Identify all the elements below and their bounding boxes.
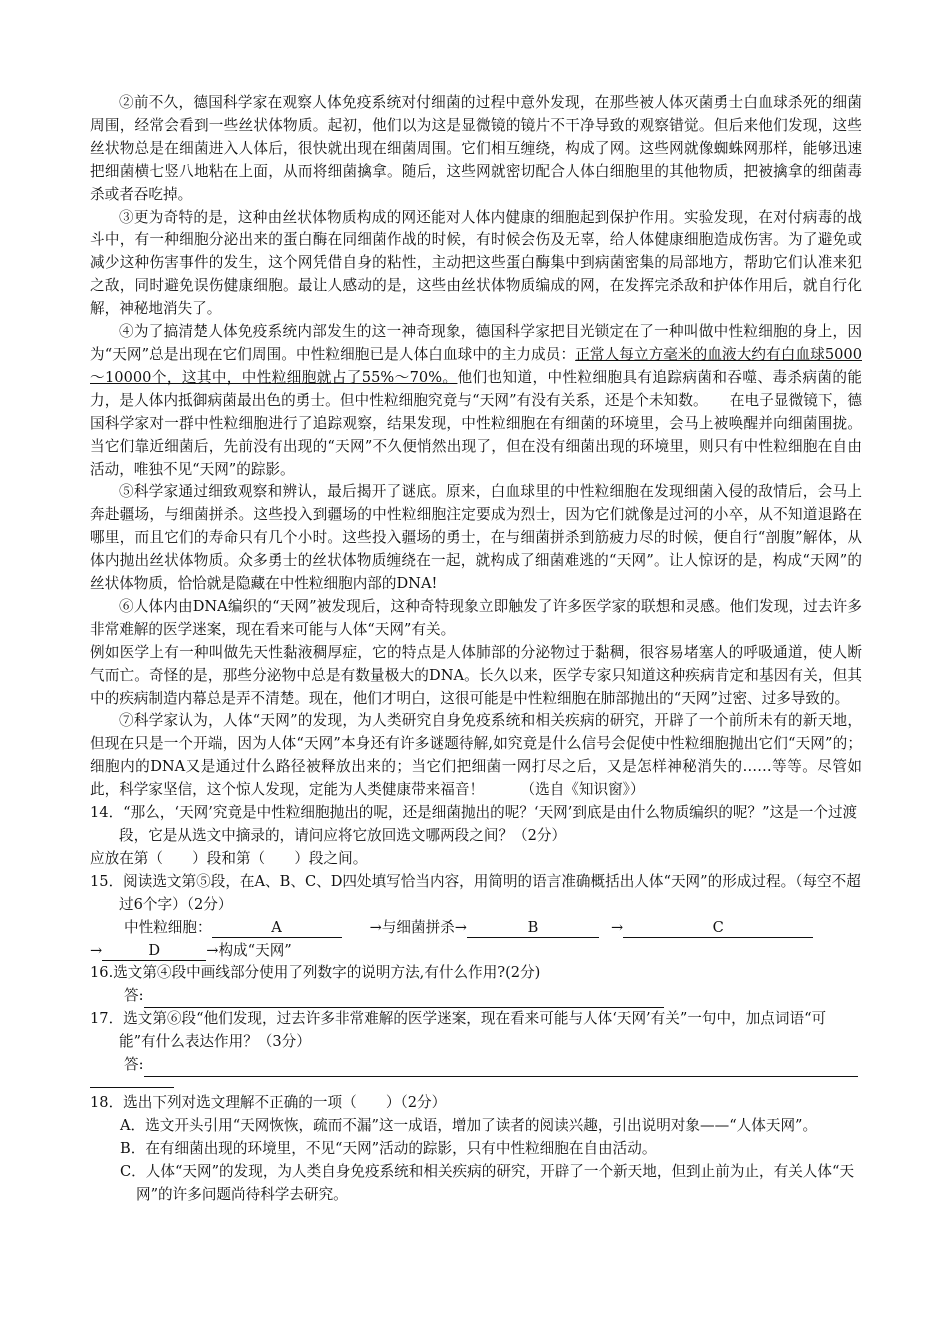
answer-label: 答: bbox=[124, 1056, 144, 1074]
question-15-flow-row-2 bbox=[90, 940, 862, 963]
question-16: 16.选文第④段中画线部分使用了列数字的说明方法,有什么作用?(2分) bbox=[90, 964, 541, 982]
option-b[interactable]: B．在有细菌出现的环境里，不见“天网”活动的踪影，只有中性粒细胞在自由活动。 bbox=[120, 1139, 657, 1157]
question-17-answer bbox=[90, 1054, 862, 1077]
paragraph-2: ②前不久，德国科学家在观察人体免疫系统对付细菌的过程中意外发现，在那些被人体灭菌勇士白血球杀死的细菌周围，经常会看到一些丝状体物质。起初，他们以为这是显微镜的镜片不干净导致的观察错觉。但后来他们发现，这些丝状物总是在细菌进入人体后，很快就出现在细菌周围。它们相互缠绕，构成了网。这些网就像蜘蛛网那样，能够迅速把细菌横七竖八地粘在上面，从而将细菌擒拿。随后，这些网就密切配合人体白细胞里的其他物质，把被擒拿的细菌毒杀或者吞吃掉。 bbox=[90, 94, 862, 203]
exam-page bbox=[90, 92, 862, 1207]
paragraph-4 bbox=[90, 321, 862, 481]
question-14-answer-line[interactable]: 应放在第（ ）段和第（ ）段之间。 bbox=[90, 849, 368, 867]
question-15-flow-row-1 bbox=[90, 917, 862, 940]
question-14: 14．“那么，‘天网’究竟是中性粒细胞抛出的呢，还是细菌抛出的呢？‘天网’到底是由什么物质编织的呢？”这是一个过渡段，它是从选文中摘录的，请问应将它放回选文哪两段之间？（2分） bbox=[90, 804, 858, 844]
option-a[interactable]: A．选文开头引用“天网恢恢，疏而不漏”这一成语，增加了读者的阅读兴趣，引出说明对象——“人体天网”。 bbox=[120, 1116, 818, 1134]
paragraph-4-start: ④为了搞清楚人体免疫系统内部发生的这一神奇现象，德国科学家把目光锁定在了一种叫做中性粒细胞的身上，因为“天网”总是出现在它们周围。中性粒细胞已是人体白血球中的主力成员： bbox=[90, 323, 862, 363]
flow-arrow-2: → bbox=[90, 941, 103, 959]
question-18: 18．选出下列对选文理解不正确的一项（ ）（2分） bbox=[90, 1093, 447, 1111]
flow-arrow: → bbox=[611, 918, 624, 936]
paragraph-5: ⑤科学家通过细致观察和辨认，最后揭开了谜底。原来，白血球里的中性粒细胞在发现细菌入侵的敌情后，会马上奔赴疆场，与细菌拼杀。这些投入到疆场的中性粒细胞注定要成为烈士，因为它们就像是过河的小卒，从不知道退路在哪里，而且它们的寿命只有几个小时。这些投入疆场的勇士，在与细菌拼杀到筋疲力尽的时候，便自行“剖腹”解体，从体内抛出丝状体物质。众多勇士的丝状体物质缠绕在一起，就构成了细菌难逃的“天网”。让人惊讶的是，构成“天网”的丝状体物质，恰恰就是隐藏在中性粒细胞内部的DNA! bbox=[90, 483, 862, 593]
question-15: 15．阅读选文第⑤段，在A、B、C、D四处填写恰当内容，用简明的语言准确概括出人体“天网”的形成过程。（每空不超过6个字）（2分） bbox=[90, 872, 861, 913]
question-17: 17．选文第⑥段“他们发现，过去许多非常难解的医学迷案，现在看来可能与人体‘天网’有关”一句中，加点词语“可能”有什么表达作用？（3分） bbox=[90, 1010, 827, 1051]
blank-d[interactable]: D bbox=[102, 942, 206, 961]
blank-b[interactable]: B bbox=[467, 919, 599, 938]
divider bbox=[90, 1087, 174, 1088]
paragraph-6: ⑥人体内由DNA编织的“天网”被发现后，这种奇特现象立即触发了许多医学家的联想和灵感。他们发现，过去许多非常难解的医学迷案，现在看来可能与人体“天网”有关。 bbox=[90, 597, 862, 638]
blank-a[interactable]: A bbox=[212, 919, 342, 938]
underlined-numbers-sentence: 正常人每立方毫米的血液大约有白血球5000～10000个，这其中，中性粒细胞就占了55%～70%。 bbox=[90, 345, 862, 386]
option-c[interactable]: C．人体“天网”的发现，为人类自身免疫系统和相关疾病的研究，开辟了一个新天地，但到止前为止，有关人体“天网”的许多问题尚待科学去研究。 bbox=[120, 1162, 855, 1203]
answer-label: 答: bbox=[124, 987, 144, 1005]
flow-start-label: 中性粒细胞： bbox=[124, 918, 212, 936]
blank-c[interactable]: C bbox=[623, 919, 813, 938]
answer-line[interactable] bbox=[144, 991, 664, 1008]
question-16-answer bbox=[90, 985, 862, 1008]
paragraph-3: ③更为奇特的是，这种由丝状体物质构成的网还能对人体内健康的细胞起到保护作用。实验发现，在对付病毒的战斗中，有一种细胞分泌出来的蛋白酶在同细菌作战的时候，有时候会伤及无辜，给人体健康细胞造成伤害。为了避免或减少这种伤害事件的发生，这个网凭借自身的粘性，主动把这些蛋白酶集中到病菌密集的局部地方，帮助它们认准来犯之敌，同时避免误伤健康细胞。最让人感动的是，这些由丝状体物质编成的网，在发挥完杀敌和护体作用后，就自行化解，神秘地消失了。 bbox=[90, 208, 862, 318]
answer-line[interactable] bbox=[144, 1060, 858, 1077]
paragraph-7: ⑦科学家认为，人体“天网”的发现，为人类研究自身免疫系统和相关疾病的研究，开辟了一个前所未有的新天地，但现在只是一个开端，因为人体“天网”本身还有许多谜题待解,如究竟是什么信号会促使中性粒细胞抛出它们“天网”的；细胞内的DNA又是通过什么路径被释放出来的；当它们把细菌一网打尽之后，又是怎样神秘消失的……等等。尽管如此，科学家坚信，这个惊人发现，定能为人类健康带来福音！ （选自《知识窗》） bbox=[90, 712, 862, 799]
flow-end-label: →构成“天网” bbox=[206, 941, 292, 959]
paragraph-6-example: 例如医学上有一种叫做先天性黏液稠厚症，它的特点是人体肺部的分泌物过于黏稠，很容易堵塞人的呼吸通道，使人断气而亡。奇怪的是，那些分泌物中总是有数量极大的DNA。长久以来，医学专家只知道这种疾病肯定和基因有关，但其中的疾病制造内幕总是弄不清楚。现在，他们才明白，这很可能是中性粒细胞在肺部抛出的“天网”过密、过多导致的。 bbox=[90, 643, 862, 707]
flow-middle-label: →与细菌拼杀→ bbox=[369, 918, 468, 936]
paragraph-4-rest: 他们也知道，中性粒细胞具有追踪病菌和吞噬、毒杀病菌的能力，是人体内抵御病菌最出色的勇士。但中性粒细胞究竟与“天网”有没有关系，还是个未知数。 在电子显微镜下，德国科学家对一群中性粒细胞进行了追踪观察，结果发现，中性粒细胞在有细菌的环境里，会马上被唤醒并向细菌围拢。当它们靠近细菌后，先前没有出现的“天网”不久便悄然出现了，但在没有细菌出现的环境里，则只有中性粒细胞在自由活动，唯独不见“天网”的踪影。 bbox=[90, 368, 862, 478]
